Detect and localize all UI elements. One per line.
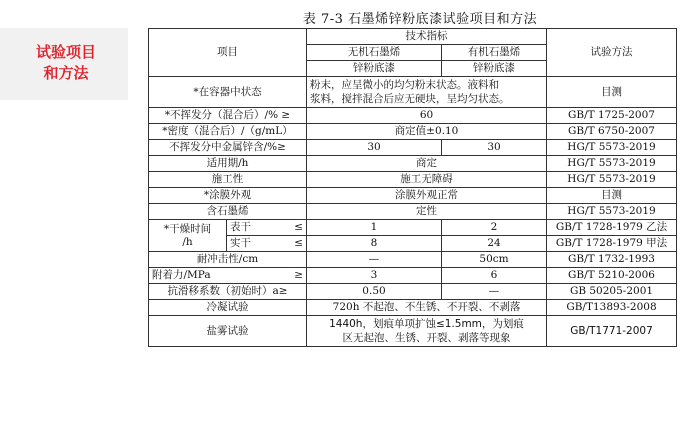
inorganic-cell: 3	[307, 268, 442, 284]
side-title	[16, 42, 116, 84]
organic-cell: 50cm	[442, 252, 547, 268]
organic-cell: 30	[442, 140, 547, 156]
method-cell: 目测	[547, 77, 677, 108]
spec-cell: 商定值±0.10	[307, 124, 547, 140]
method-cell: GB/T 1725-2007	[547, 108, 677, 124]
method-cell: GB/T 6750-2007	[547, 124, 677, 140]
table-row	[149, 284, 677, 300]
organic-cell: 2	[442, 220, 547, 236]
item-cell: 施工性	[149, 172, 307, 188]
header-organic-l2: 锌粉底漆	[442, 61, 547, 77]
organic-cell: —	[442, 284, 547, 300]
item-cell: *涂膜外观	[149, 188, 307, 204]
table-row	[149, 316, 677, 347]
inorganic-cell: —	[307, 252, 442, 268]
spec-line: 1440h，划痕单项扩蚀≤1.5mm，为划痕	[329, 318, 524, 330]
table-row	[149, 140, 677, 156]
spec-line: 粉末，应呈微小的均匀粉末状态。液料和	[310, 79, 499, 91]
header-item: 项目	[149, 29, 307, 77]
table-row	[149, 268, 677, 284]
spec-cell: 定性	[307, 204, 547, 220]
method-cell: HG/T 5573-2019	[547, 204, 677, 220]
table-row	[149, 252, 677, 268]
method-cell: GB/T 1728-1979 乙法	[547, 220, 677, 236]
test-methods-table	[148, 28, 677, 347]
spec-cell: 60	[307, 108, 547, 124]
item-cell: 冷凝试验	[149, 300, 307, 316]
side-title-line2: 和方法	[43, 64, 89, 82]
inorganic-cell: 1	[307, 220, 442, 236]
item-op: ≥	[294, 269, 303, 281]
inorganic-cell: 8	[307, 236, 442, 252]
method-cell: GB/T 1728-1979 甲法	[547, 236, 677, 252]
method-cell: GB/T 1732-1993	[547, 252, 677, 268]
sub-item-cell	[227, 236, 307, 252]
method-cell: GB/T1771-2007	[547, 316, 677, 347]
item-line: *干燥时间	[163, 222, 212, 235]
table-row	[149, 77, 677, 108]
item-cell: 抗滑移系数（初始时）a≥	[149, 284, 307, 300]
side-label-panel	[0, 28, 128, 100]
organic-cell: 24	[442, 236, 547, 252]
table-caption: 表 7-3 石墨烯锌粉底漆试验项目和方法	[302, 12, 538, 27]
item-cell: 不挥发分中金属锌含/%≥	[149, 140, 307, 156]
spec-cell: 商定	[307, 156, 547, 172]
item-cell: *不挥发分（混合后）/% ≥	[149, 108, 307, 124]
item-cell	[149, 220, 227, 252]
method-cell: HG/T 5573-2019	[547, 172, 677, 188]
item-cell: 盐雾试验	[149, 316, 307, 347]
method-cell: HG/T 5573-2019	[547, 156, 677, 172]
header-row	[149, 29, 677, 45]
table-row	[149, 220, 677, 236]
table-row	[149, 236, 677, 252]
spec-cell	[307, 316, 547, 347]
header-organic-l1: 有机石墨烯	[442, 45, 547, 61]
method-cell: GB/T13893-2008	[547, 300, 677, 316]
table-row	[149, 300, 677, 316]
item-cell	[149, 268, 307, 284]
table-row	[149, 204, 677, 220]
table-row	[149, 156, 677, 172]
method-cell: HG/T 5573-2019	[547, 140, 677, 156]
header-method: 试验方法	[547, 29, 677, 77]
item-cell: 适用期/h	[149, 156, 307, 172]
spec-cell: 施工无障碍	[307, 172, 547, 188]
spec-line: 浆料，搅拌混合后应无硬块，呈均匀状态。	[310, 93, 510, 105]
method-cell: 目测	[547, 188, 677, 204]
header-tech: 技术指标	[307, 29, 547, 45]
spec-cell: 涂膜外观正常	[307, 188, 547, 204]
sub-item-label: 实干	[230, 237, 251, 249]
table-row	[149, 172, 677, 188]
item-line: /h	[182, 235, 193, 248]
sub-item-cell	[227, 220, 307, 236]
table-row	[149, 108, 677, 124]
organic-cell: 6	[442, 268, 547, 284]
table-row	[149, 188, 677, 204]
spec-cell: 720h 不起泡、不生锈、不开裂、不剥落	[307, 300, 547, 316]
item-cell: 耐冲击性/cm	[149, 252, 307, 268]
side-title-line1: 试验项目	[35, 43, 96, 61]
sub-item-label: 表干	[230, 221, 251, 233]
header-inorganic-l1: 无机石墨烯	[307, 45, 442, 61]
item-cell: *在容器中状态	[149, 77, 307, 108]
inorganic-cell: 0.50	[307, 284, 442, 300]
inorganic-cell: 30	[307, 140, 442, 156]
table-row	[149, 124, 677, 140]
method-cell: GB/T 5210-2006	[547, 268, 677, 284]
sub-item-op: ≤	[294, 237, 303, 249]
method-cell: GB 50205-2001	[547, 284, 677, 300]
item-label: 附着力/MPa	[152, 269, 211, 281]
sub-item-op: ≤	[294, 221, 303, 233]
spec-cell	[307, 77, 547, 108]
item-cell: 含石墨烯	[149, 204, 307, 220]
header-inorganic-l2: 锌粉底漆	[307, 61, 442, 77]
spec-line: 区无起泡、生锈、开裂、剥落等现象	[342, 332, 511, 344]
item-cell: *密度（混合后）/（g/mL）	[149, 124, 307, 140]
